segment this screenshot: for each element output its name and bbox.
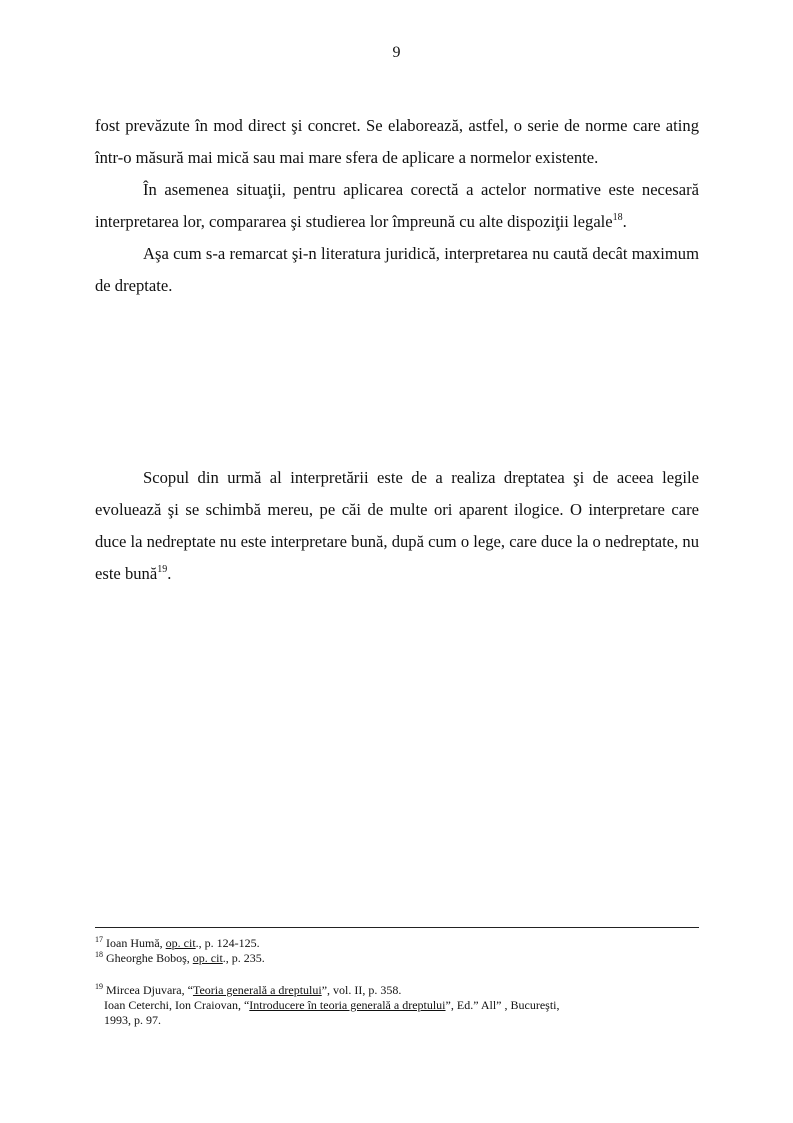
footnote-19 (95, 983, 699, 1028)
footnote-separator (95, 927, 699, 928)
footnote-18-cite: op. cit (192, 951, 223, 965)
footnote-ref-18[interactable]: 18 (612, 212, 623, 223)
footnote-19-author-1: Mircea Djuvara, “ (106, 983, 193, 997)
paragraph-4-text: Scopul din urmă al interpretării este de a realiza dreptatea şi de aceea legile evoluează şi se schimbă mereu, pe căi de multe ori aparent ilogice. O interpretare care duce la nedreptate nu este interpretare bună, după cum o lege, care duce la o nedreptate, nu este bună (95, 468, 699, 583)
footnote-17-number: 17 (95, 935, 103, 944)
footnote-19-author-2: Ioan Ceterchi, Ion Craiovan, “ (104, 998, 250, 1012)
footnote-19-title-2: Introducere în teoria generală a dreptului (249, 998, 446, 1012)
main-text-top (95, 110, 699, 302)
main-text-bottom (95, 462, 699, 590)
paragraph-2-end: . (622, 212, 627, 231)
paragraph-2-text: În asemenea situaţii, pentru aplicarea corectă a actelor normative este necesară interpretarea lor, compararea şi studierea lor împreună cu alte dispoziţii legale (95, 180, 699, 231)
footnote-19-line-2 (95, 998, 699, 1013)
footnote-18-rest: ., p. 235. (222, 951, 265, 965)
footnote-19-number: 19 (95, 982, 103, 991)
footnote-18 (95, 951, 699, 966)
footnote-19-rest-1: ”, vol. II, p. 358. (321, 983, 402, 997)
paragraph-4 (95, 462, 699, 590)
footnote-19-title-1: Teoria generală a dreptului (192, 983, 322, 997)
footnote-19-line-1 (95, 983, 699, 998)
footnote-ref-19[interactable]: 19 (157, 564, 168, 575)
footnote-18-author: Gheorghe Boboş, (106, 951, 193, 965)
footnote-17-author: Ioan Humă, (106, 936, 166, 950)
paragraph-4-end: . (167, 564, 172, 583)
footnote-19-line-3: 1993, p. 97. (104, 1013, 161, 1027)
paragraph-2 (95, 174, 699, 238)
paragraph-3: Aşa cum s-a remarcat şi-n literatura juridică, interpretarea nu caută decât maximum de dreptate. (95, 244, 699, 295)
footnote-17-rest: ., p. 124-125. (195, 936, 260, 950)
page-number: 9 (392, 44, 401, 61)
paragraph-1: fost prevăzute în mod direct şi concret. Se elaborează, astfel, o serie de norme care ating într-o măsură mai mică sau mai mare sfera de aplicare a normelor existente. (95, 116, 699, 167)
footnote-17-cite: op. cit (165, 936, 196, 950)
footnote-18-number: 18 (95, 950, 103, 959)
footnote-19-rest-2: ”, Ed.” All” , Bucureşti, (445, 998, 560, 1012)
footnotes-17-18 (95, 936, 699, 966)
footnote-17 (95, 936, 699, 951)
